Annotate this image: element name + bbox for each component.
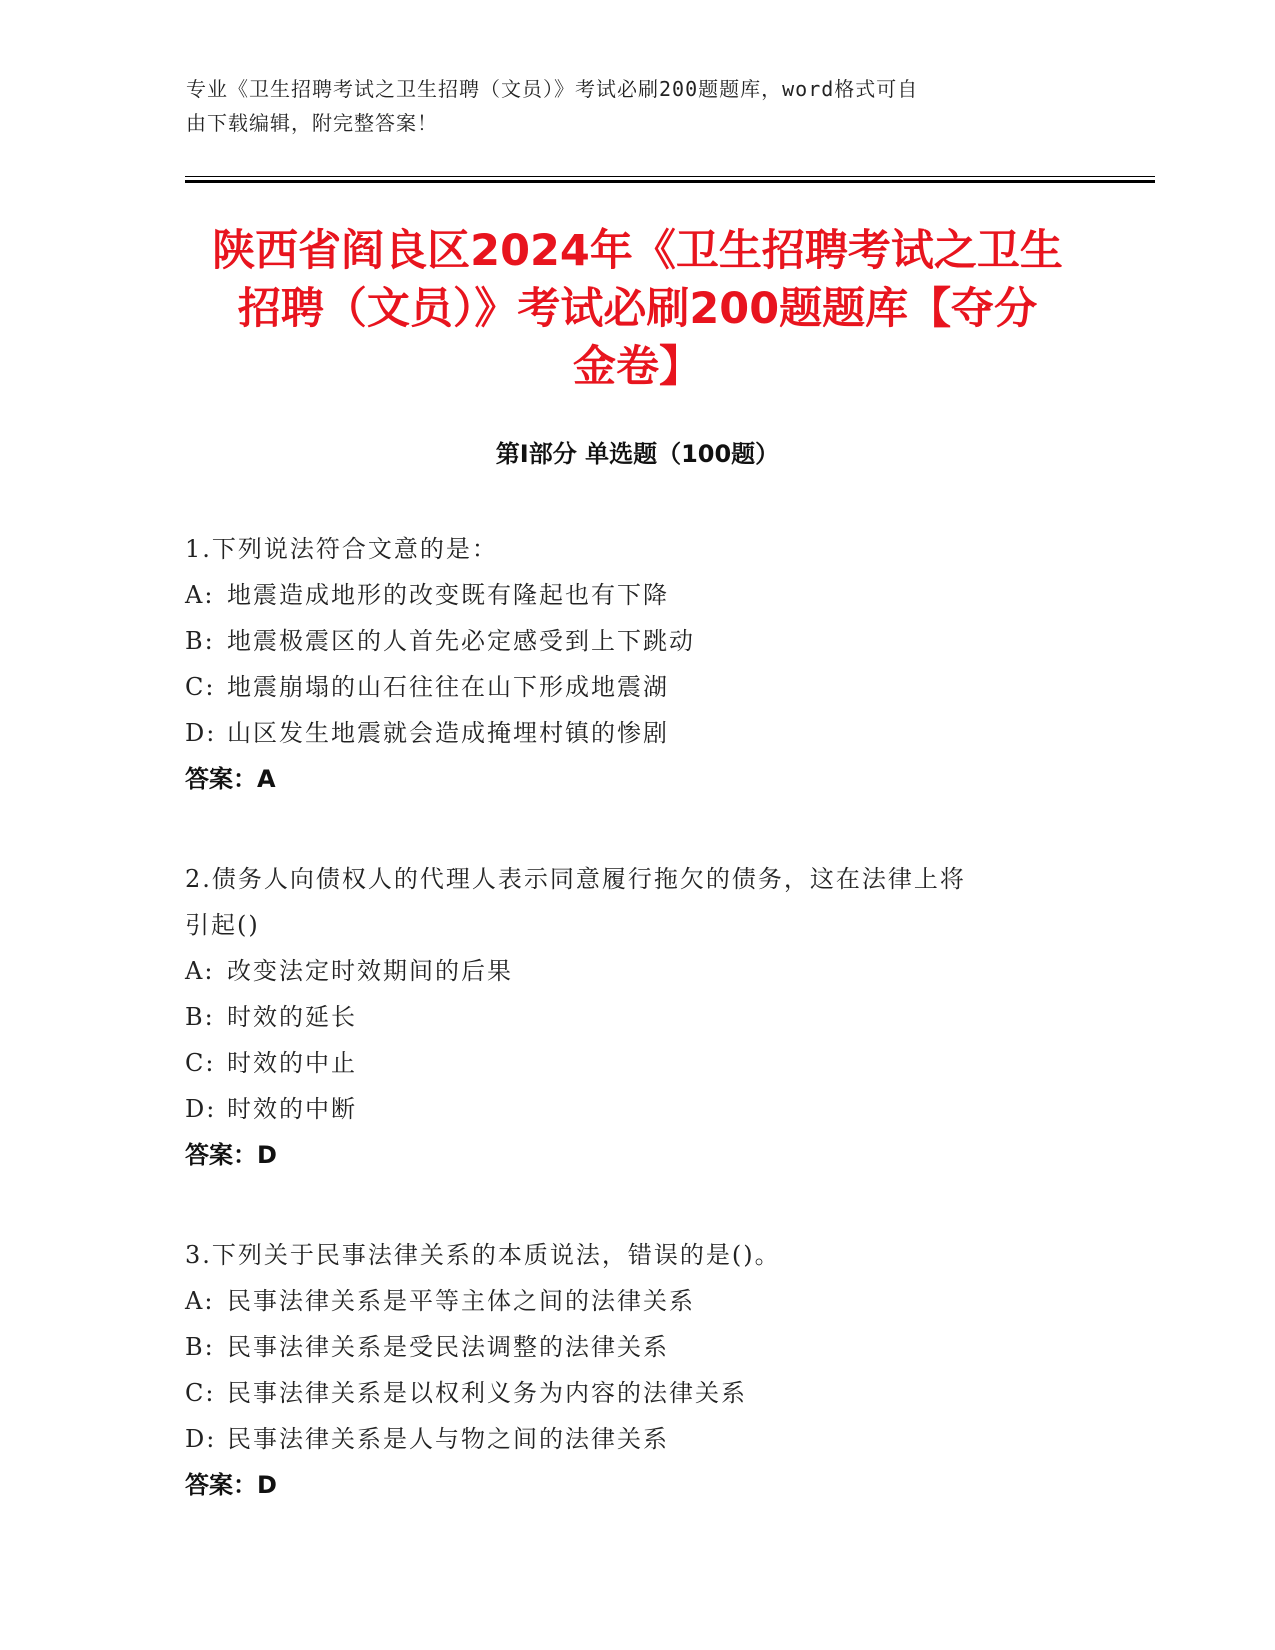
document-title [150,222,1125,396]
option-c [185,1040,1085,1086]
option-text: 民事法律关系是受民法调整的法律关系 [227,1333,669,1361]
option-text: 地震极震区的人首先必定感受到上下跳动 [227,627,695,655]
header-divider-thin [185,176,1155,177]
option-letter: D: [185,719,217,747]
section-title: 第Ⅰ部分 单选题（100题） [495,440,780,468]
option-letter: B: [185,627,215,655]
title-line: 陕西省阎良区2024年《卫生招聘考试之卫生 [212,226,1063,276]
option-text: 时效的中止 [227,1049,357,1077]
option-b [185,1324,1085,1370]
option-letter: D: [185,1425,217,1453]
option-a [185,572,1085,618]
question-item [185,526,1085,802]
option-c [185,664,1085,710]
option-letter: C: [185,1379,216,1407]
option-letter: B: [185,1333,215,1361]
question-item [185,856,1085,1178]
question-item [185,1232,1085,1508]
option-text: 时效的中断 [227,1095,357,1123]
option-letter: C: [185,1049,216,1077]
question-stem: 3.下列关于民事法律关系的本质说法，错误的是()。 [185,1241,781,1269]
option-a [185,1278,1085,1324]
option-text: 民事法律关系是以权利义务为内容的法律关系 [227,1379,747,1407]
option-text: 改变法定时效期间的后果 [227,957,513,985]
option-d [185,710,1085,756]
option-d [185,1416,1085,1462]
option-letter: A: [185,957,215,985]
header-note [186,72,1086,140]
question-stem: 1.下列说法符合文意的是： [185,535,498,563]
answer-line: 答案：A [185,765,276,793]
option-text: 时效的延长 [227,1003,357,1031]
answer-line: 答案：D [185,1471,277,1499]
header-note-line: 专业《卫生招聘考试之卫生招聘（文员）》考试必刷200题题库，word格式可自 [186,77,919,101]
header-divider-thick [185,180,1155,183]
option-letter: D: [185,1095,217,1123]
option-c [185,1370,1085,1416]
header-note-line: 由下载编辑，附完整答案！ [186,111,438,135]
option-letter: A: [185,1287,215,1315]
option-text: 民事法律关系是平等主体之间的法律关系 [227,1287,695,1315]
option-text: 山区发生地震就会造成掩埋村镇的惨剧 [227,719,669,747]
title-line: 招聘（文员）》考试必刷200题题库【夺分 [237,284,1038,334]
question-stem: 2.债务人向债权人的代理人表示同意履行拖欠的债务，这在法律上将 [185,865,966,893]
option-b [185,618,1085,664]
option-letter: B: [185,1003,215,1031]
answer-line: 答案：D [185,1141,277,1169]
option-text: 地震崩塌的山石往往在山下形成地震湖 [227,673,669,701]
option-letter: C: [185,673,216,701]
option-text: 民事法律关系是人与物之间的法律关系 [227,1425,669,1453]
option-d [185,1086,1085,1132]
title-line: 金卷】 [573,342,702,392]
option-text: 地震造成地形的改变既有隆起也有下降 [227,581,669,609]
option-letter: A: [185,581,215,609]
option-a [185,948,1085,994]
question-list [185,526,1085,1562]
question-stem: 引起() [185,911,260,939]
option-b [185,994,1085,1040]
